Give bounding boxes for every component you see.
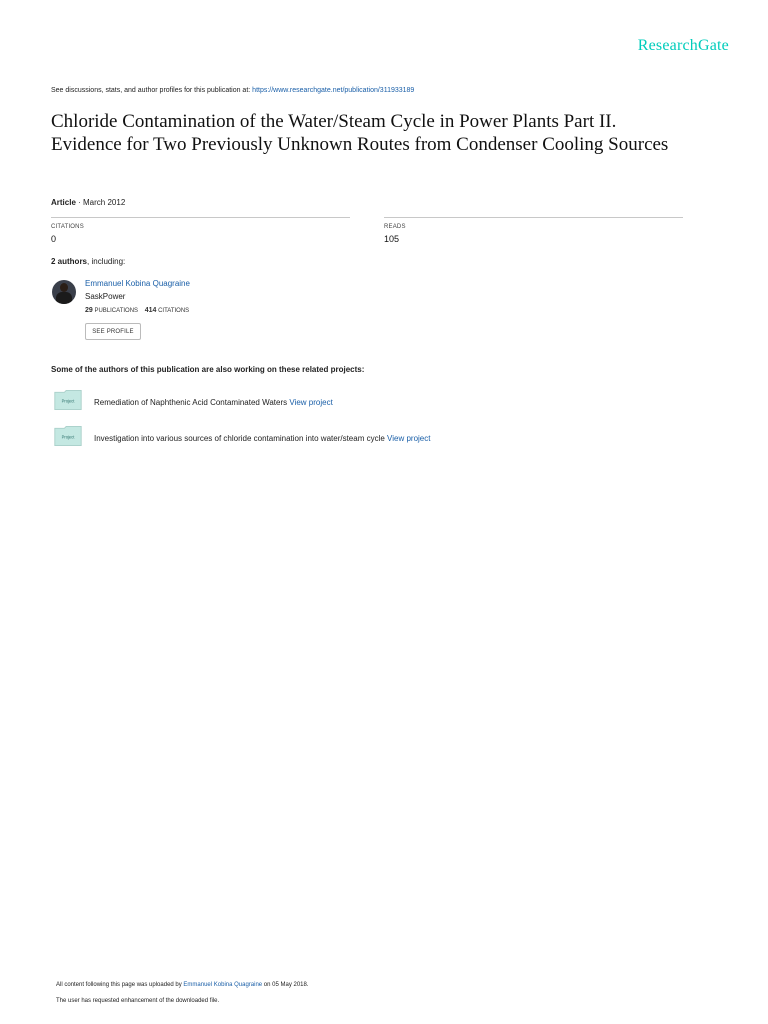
view-project-link[interactable]: View project (289, 398, 333, 407)
publication-meta: Article · March 2012 (51, 198, 126, 207)
author-avatar[interactable] (52, 280, 76, 304)
publication-type: Article (51, 198, 76, 207)
upload-prefix: All content following this page was uploaded by (56, 982, 184, 988)
project-icon-label: Project (61, 398, 75, 404)
project-folder-icon (53, 390, 83, 410)
discussion-text: See discussions, stats, and author profiles for this publication at: (51, 87, 253, 94)
related-project-item (94, 398, 333, 407)
authors-count-bold: 2 authors (51, 257, 88, 266)
upload-suffix: on 05 May 2018. (262, 982, 309, 988)
view-project-link[interactable]: View project (387, 434, 431, 443)
author-name-link[interactable]: Emmanuel Kobina Quagraine (85, 279, 190, 288)
reads-value: 105 (384, 234, 400, 244)
enhancement-notice: The user has requested enhancement of the downloaded file. (56, 998, 220, 1004)
citations-label: CITATIONS (51, 224, 84, 230)
author-citations-label: CITATIONS (158, 308, 190, 314)
authors-count-rest: , including: (87, 257, 126, 266)
upload-notice (56, 982, 309, 988)
project-title: Investigation into various sources of chloride contamination into water/steam cycle (94, 434, 385, 443)
related-project-item (94, 434, 430, 443)
citations-divider (51, 217, 350, 218)
project-title: Remediation of Naphthenic Acid Contaminated Waters (94, 398, 288, 407)
authors-count (51, 257, 125, 266)
reads-divider (384, 217, 683, 218)
author-publications-count: 29 (85, 307, 93, 314)
publication-date: March 2012 (83, 198, 126, 207)
citations-value: 0 (51, 234, 57, 244)
author-citations-count: 414 (144, 307, 157, 314)
researchgate-logo[interactable]: ResearchGate (637, 37, 729, 54)
related-projects-heading: Some of the authors of this publication are also working on these related projects: (51, 365, 365, 374)
project-folder-icon (53, 426, 83, 446)
reads-label: READS (384, 224, 406, 230)
uploader-link[interactable]: Emmanuel Kobina Quagraine (183, 982, 263, 988)
author-institution: SaskPower (85, 292, 126, 301)
see-profile-button[interactable]: SEE PROFILE (85, 323, 141, 340)
author-stats (85, 307, 189, 314)
discussion-line (51, 87, 414, 94)
author-publications-label: PUBLICATIONS (94, 308, 139, 314)
publication-url-link[interactable]: https://www.researchgate.net/publication/311933189 (252, 87, 415, 94)
publication-title: Chloride Contamination of the Water/Steam Cycle in Power Plants Part II. Evidence for Two Previously Unknown Routes from Condenser Cooling Sources (51, 111, 669, 155)
project-icon-label: Project (61, 434, 75, 440)
